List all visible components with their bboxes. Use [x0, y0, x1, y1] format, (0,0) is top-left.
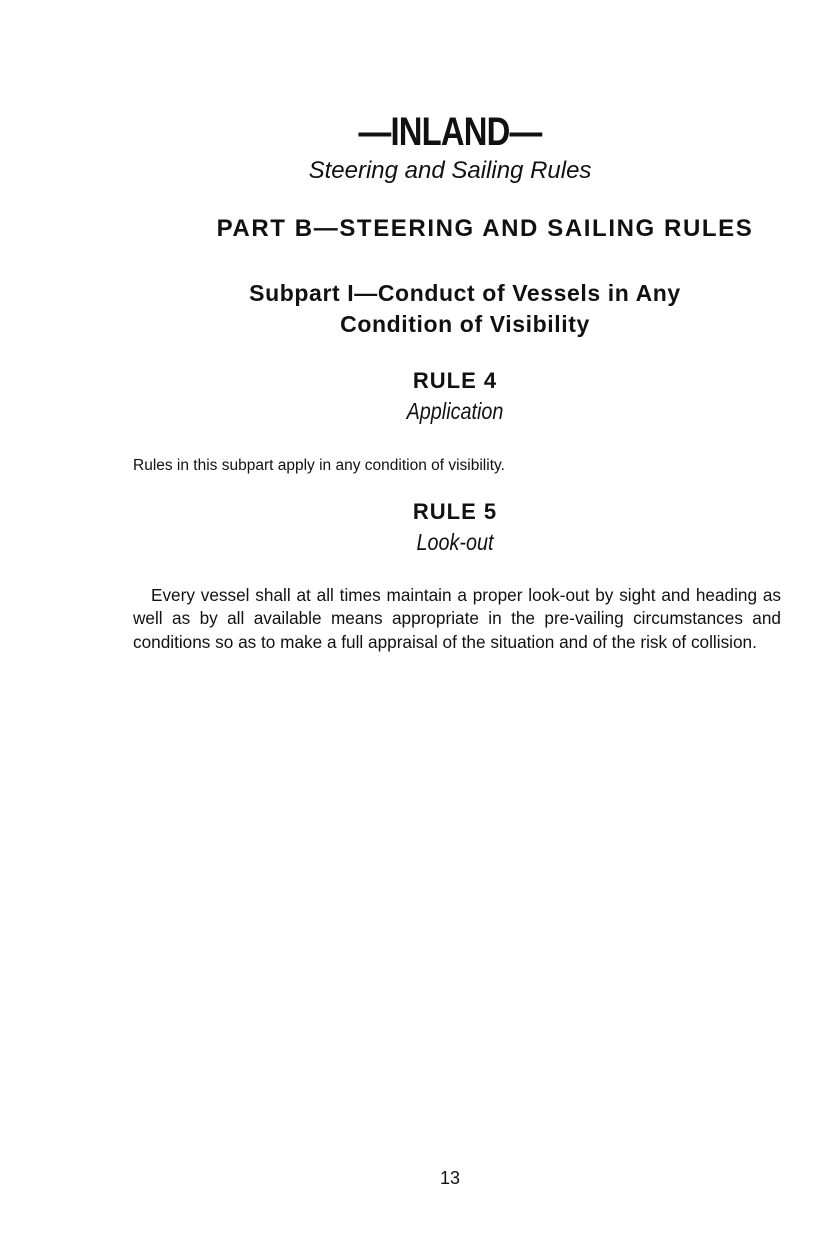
rule-title: Look-out	[416, 529, 494, 555]
rule-body-text: Rules in this subpart apply in any condition of visibility.	[133, 457, 505, 474]
subpart-heading-line-2: Condition of Visibility	[340, 311, 590, 337]
subpart-heading-line-1: Subpart I—Conduct of Vessels in Any	[249, 280, 681, 306]
page-header-subtitle: Steering and Sailing Rules	[308, 157, 592, 184]
rule-number: RULE 5	[412, 499, 498, 524]
subpart-heading	[185, 278, 745, 340]
part-heading: PART B—STEERING AND SAILING RULES	[216, 215, 754, 242]
rule-body-text: Every vessel shall at all times maintain a proper look-out by sight and heading as well as by all available means appropriate in the pre-vailing circumstances and conditions so as to make a full appraisal of the situation and of the risk of collision.	[133, 585, 781, 652]
rule-number: RULE 4	[412, 368, 498, 393]
page-number: 13	[439, 1168, 461, 1188]
page-header-title: —INLAND—	[358, 110, 542, 154]
rule-title: Application	[406, 398, 504, 424]
